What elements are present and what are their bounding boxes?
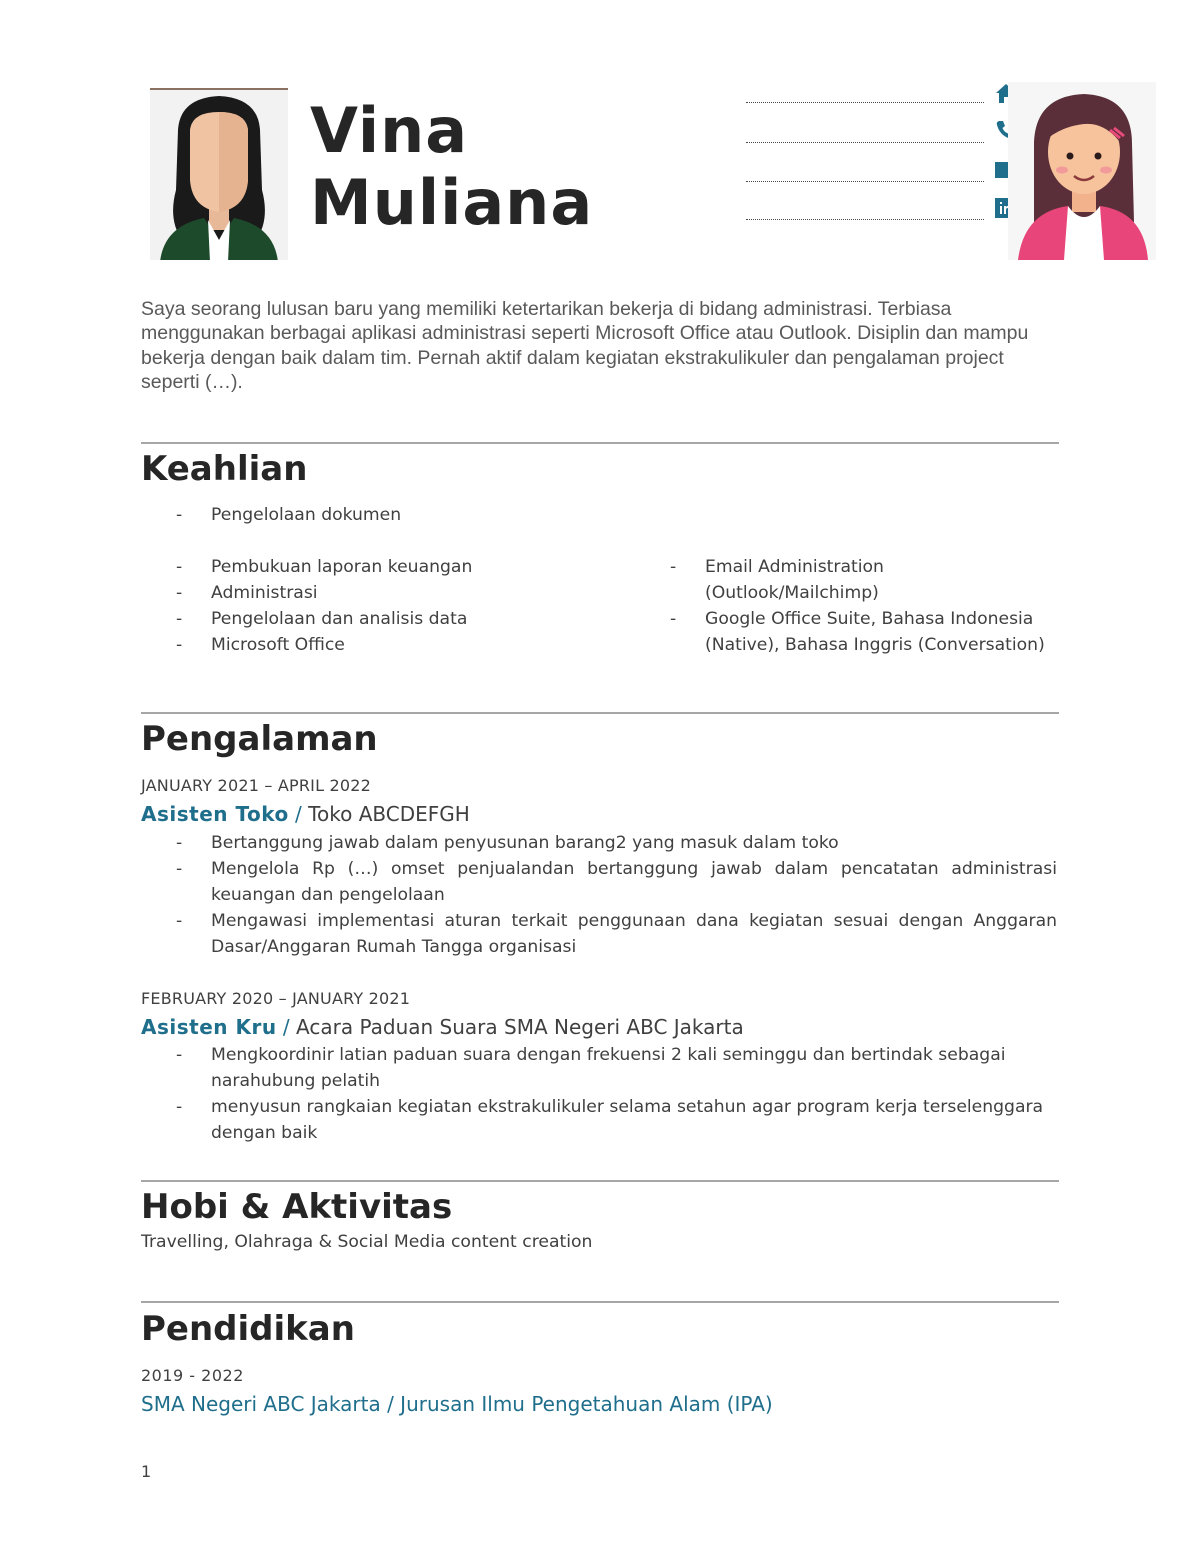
job-title <box>141 1015 744 1039</box>
skill-label: Microsoft Office <box>211 635 345 655</box>
section-title-experience: Pengalaman <box>141 719 378 759</box>
job-role: Asisten Kru <box>141 1015 277 1039</box>
contact-field-address <box>746 101 984 103</box>
education-years: 2019 - 2022 <box>141 1366 244 1385</box>
dash-marker: - <box>176 635 183 655</box>
dash-marker: - <box>176 859 183 879</box>
job-date: FEBRUARY 2020 – JANUARY 2021 <box>141 989 411 1008</box>
section-divider <box>141 712 1059 714</box>
job-bullet: Bertanggung jawab dalam penyusunan barang2 yang masuk dalam toko <box>211 833 839 853</box>
section-title-hobbies: Hobi & Aktivitas <box>141 1187 453 1227</box>
job-bullet: dengan baik <box>211 1123 318 1143</box>
contact-field-phone <box>746 141 984 143</box>
education-school: SMA Negeri ABC Jakarta / Jurusan Ilmu Pengetahuan Alam (IPA) <box>141 1392 773 1416</box>
skill-item <box>176 502 576 528</box>
job-bullet: narahubung pelatih <box>211 1071 381 1091</box>
dash-marker: - <box>176 911 183 931</box>
skill-label: Pembukuan laporan keuangan <box>211 557 473 577</box>
dash-marker: - <box>176 1097 183 1117</box>
job-role: Asisten Toko <box>141 802 289 826</box>
job-bullet: Dasar/Anggaran Rumah Tangga organisasi <box>211 937 577 957</box>
hobbies-text: Travelling, Olahraga & Social Media content creation <box>141 1232 593 1252</box>
name-last: Muliana <box>310 166 594 239</box>
job-company: Toko ABCDEFGH <box>301 802 470 826</box>
job-bullet: keuangan dan pengelolaan <box>211 885 445 905</box>
skill-label: Email Administration <box>705 557 884 577</box>
skill-label: Administrasi <box>211 583 318 603</box>
job-bullet: Mengkoordinir latian paduan suara dengan frekuensi 2 kali seminggu dan bertindak sebagai <box>211 1045 1006 1065</box>
job-company: Acara Paduan Suara SMA Negeri ABC Jakarta <box>289 1015 744 1039</box>
skill-label: (Native), Bahasa Inggris (Conversation) <box>705 635 1045 655</box>
page-number: 1 <box>141 1462 152 1481</box>
job-bullet: Mengelola Rp (…) omset penjualandan bertanggung jawab dalam pencatatan administrasi <box>211 859 1057 879</box>
skill-label: (Outlook/Mailchimp) <box>705 583 879 603</box>
contact-field-linkedin <box>746 218 984 220</box>
job-bullets <box>176 830 1058 962</box>
job-bullet: Mengawasi implementasi aturan terkait penggunaan dana kegiatan sesuai dengan Anggaran <box>211 911 1057 931</box>
section-divider <box>141 1180 1059 1182</box>
profile-summary: Saya seorang lulusan baru yang memiliki ketertarikan bekerja di bidang administrasi. Terbiasa menggunakan berbagai aplikasi administrasi seperti Microsoft Office atau Outlook. Disiplin dan mampu bekerja dengan baik dalam tim. Pernah aktif dalam kegiatan ekstrakulikuler dan pengalaman project seperti (…). <box>141 298 1029 393</box>
name-first: Vina <box>310 94 469 167</box>
dash-marker: - <box>176 583 183 603</box>
skills-left-column <box>176 554 616 660</box>
dash-marker: - <box>176 833 183 853</box>
dash-marker: - <box>176 1045 183 1065</box>
job-bullets <box>176 1042 1058 1148</box>
profile-illustration-right <box>1008 82 1156 260</box>
job-title <box>141 802 470 826</box>
contact-field-email <box>746 180 984 182</box>
section-divider <box>141 442 1059 444</box>
skill-label: Google Office Suite, Bahasa Indonesia <box>705 609 1034 629</box>
skill-label: Pengelolaan dokumen <box>211 505 402 525</box>
skill-label: Pengelolaan dan analisis data <box>211 609 468 629</box>
dash-marker: - <box>670 557 677 577</box>
job-separator: / <box>276 1015 290 1039</box>
dash-marker: - <box>670 609 677 629</box>
job-separator: / <box>288 802 302 826</box>
skills-right-column <box>670 554 1060 660</box>
section-title-education: Pendidikan <box>141 1309 355 1349</box>
dash-marker: - <box>176 557 183 577</box>
dash-marker: - <box>176 609 183 629</box>
job-date: JANUARY 2021 – APRIL 2022 <box>141 776 371 795</box>
profile-illustration-left <box>150 88 288 260</box>
section-title-skills: Keahlian <box>141 449 308 489</box>
job-bullet: menyusun rangkaian kegiatan ekstrakulikuler selama setahun agar program kerja terselenggara <box>211 1097 1044 1117</box>
dash-marker: - <box>176 505 183 525</box>
section-divider <box>141 1301 1059 1303</box>
